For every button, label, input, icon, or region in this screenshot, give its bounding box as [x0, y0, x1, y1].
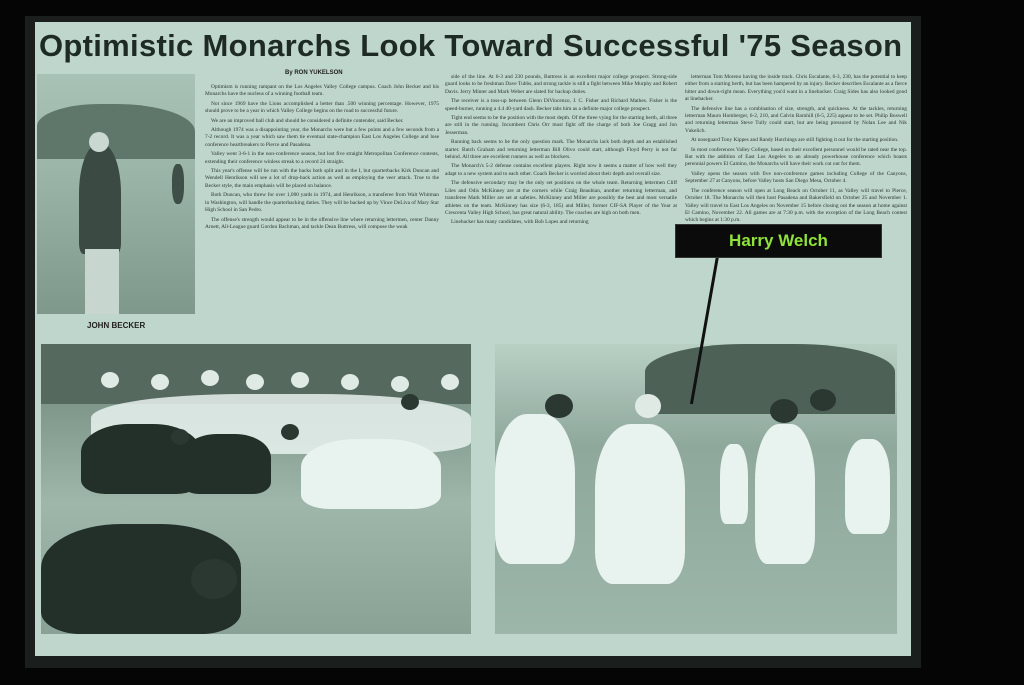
- paragraph: Optimism is running rampant on the Los Angeles Valley College campus. Coach John Becker and his Monarchs have the nucleus of a winning football team.: [205, 84, 439, 98]
- paragraph: Valley opens the season with five non-conference games including College of the Canyons, September 27 at Canyons, before Valley hosts San Diego Mesa, October 4.: [685, 170, 907, 185]
- paragraph: The offense's strength would appear to be in the offensive line where returning lettermen, center Danny Arnett, All-League guard Gordon Bachman, and tackle Dean Buttress, will compose the weak: [205, 216, 439, 230]
- article-column-2: [445, 74, 677, 338]
- paragraph: At noseguard Tony Kippes and Randy Hutchings are still fighting it out for the starting position.: [691, 137, 899, 144]
- paragraph: side of the line. At 6-3 and 230 pounds, Buttress is an excellent major college prospect. Strong-side guard looks to be freshman Dave Tubbs, and strong tackle is still a fight between Mike Murphy and Robert Davis. Jerry Minter and Mark Weber are slated for backup duties.: [445, 74, 677, 95]
- projection-screen: [25, 16, 921, 668]
- paragraph: Not since 1969 have the Lions accomplished a better than .500 winning percentage. However, 1975 should prove to be a year in which Valley College begins on the road to successful future.: [205, 100, 439, 115]
- paragraph: letterman Tom Moreno having the inside track. Chris Escalante, 6-3, 230, has the potential to keep either from a starting berth, but has been hampered by an injury. Becker describes Escalante as a fierce hitter and down-right mean. Everything you'd want in a linebacker. Craig Sides has also looked good at linebacker.: [685, 74, 907, 103]
- paragraph: The receiver is a toss-up between Glenn DiVincenzo, J. C. Fisher and Richard Mathes. Fisher is the speed-burner, running a 4.4 40-yard dash. Becker tabs him as a definite major college prospect.: [445, 98, 677, 112]
- coach-photo: [37, 74, 195, 314]
- byline: By RON YUKELSON: [285, 70, 343, 76]
- headline: Optimistic Monarchs Look Toward Successful '75 Season: [39, 28, 903, 63]
- newspaper-page: [35, 22, 911, 656]
- paragraph: The Monarch's 5-2 defense contains excellent players. Right now it seems a matter of how well they adapt to a new system and to each other. Coach Becker is worried about their depth and overall size.: [445, 163, 677, 177]
- paragraph: The defensive line has a combination of size, strength, and quickness. At the tackles, returning letterman Mauro Homberger, 6-2, 210, and Calvin Barnhill (6-5, 225) appear to be set. Philip Boswell and returning letterman Steve Tully could start, but are being pressured by Nolan Lee and Nik Vukelich.: [685, 105, 907, 134]
- paragraph: We are an improved ball club and should be considered a definite contender, said Becker.: [211, 117, 404, 124]
- paragraph: Running back seems to be the only question mark. The Monarchs lack both depth and an established starter. Butch Graham and returning letterman Bill Olivo could start, although Floyd Perry is not far behind. All three are excellent runners as well as blockers.: [445, 139, 677, 161]
- name-label: Harry Welch: [675, 224, 882, 258]
- paragraph: The conference season will open at Long Beach on October 11, as Valley will travel to Pierce, October 18. The Monarchs will then host Pasadena and Bakersfield on October 25 and November 1. Valley will travel to East Los Angeles on November 15 before closing out the season at home against El Camino, November 22. All games are at 7:30 p.m. with the exception of the Long Beach contest which begins at 1:30 p.m.: [685, 187, 907, 224]
- paragraph: The defensive secondary may be the only set positions on the whole team. Returning lettermen Cliff Liles and Odis McKinney are at the corners while Craig Beaubian, another returning letterman, and transferee Mark Miller are set at safeties. McKinney and Miller are possibly the best and most versatile athletes on the team. McKinney has size (6-3, 185) and Miller, former CIF-SA Player of the Year at Crescenta Valley High School, has great natural ability. The coaches are high on both men.: [445, 180, 677, 216]
- paragraph: Although 1974 was a disappointing year, the Monarchs were but a few points and a few seconds from a 7-2 record. It was a year which saw them tie eventual state-champion East Los Angeles College and lose conference heartbreakers to Pierce and Pasadena.: [205, 127, 439, 148]
- article-column-1: [205, 84, 439, 338]
- football-practice-photo: [495, 344, 897, 634]
- paragraph: Valley went 3-6-1 in the non-conference season, but lost five straight Metropolitan Conference contests, extending their conference winless streak to a record 24 straight.: [205, 151, 439, 165]
- paragraph: This year's offense will be run with the backs both split and in the I, but quarterbacks Kirk Duncan and Wendell Henrikson will see a lot of drop-back action as well as employing the veer attack. True to the Becker style, the main emphasis will be placed on balance.: [205, 168, 439, 189]
- paragraph: In most conferences Valley College, based on their excellent personnel would be rated near the top. But with the addition of East Los Angeles to an already powerhouse conference which boasts perennial powers El Camino, the Monarchs will have their work cut out for them.: [685, 146, 907, 168]
- football-lineup-photo: [41, 344, 471, 634]
- photo-caption: JOHN BECKER: [87, 321, 146, 330]
- paragraph: Linebacker has many candidates, with Bob Lopes and returning: [451, 219, 589, 226]
- paragraph: Tight end seems to be the position with the most depth. Of the three vying for the starting berth, all three are still in the running. Incumbent Chris Orr must fight off the charge of both Joe Gragg and Jon Jesserman.: [445, 115, 677, 136]
- paragraph: Both Duncan, who threw for over 1,000 yards in 1974, and Henrikson, a transferee from Walt Whitman in Washington, will handle the quarterbacking duties. They will be backed up by Vince DeLiva of Mary Star High School in San Pedro.: [205, 192, 439, 214]
- article-column-3: [685, 74, 907, 338]
